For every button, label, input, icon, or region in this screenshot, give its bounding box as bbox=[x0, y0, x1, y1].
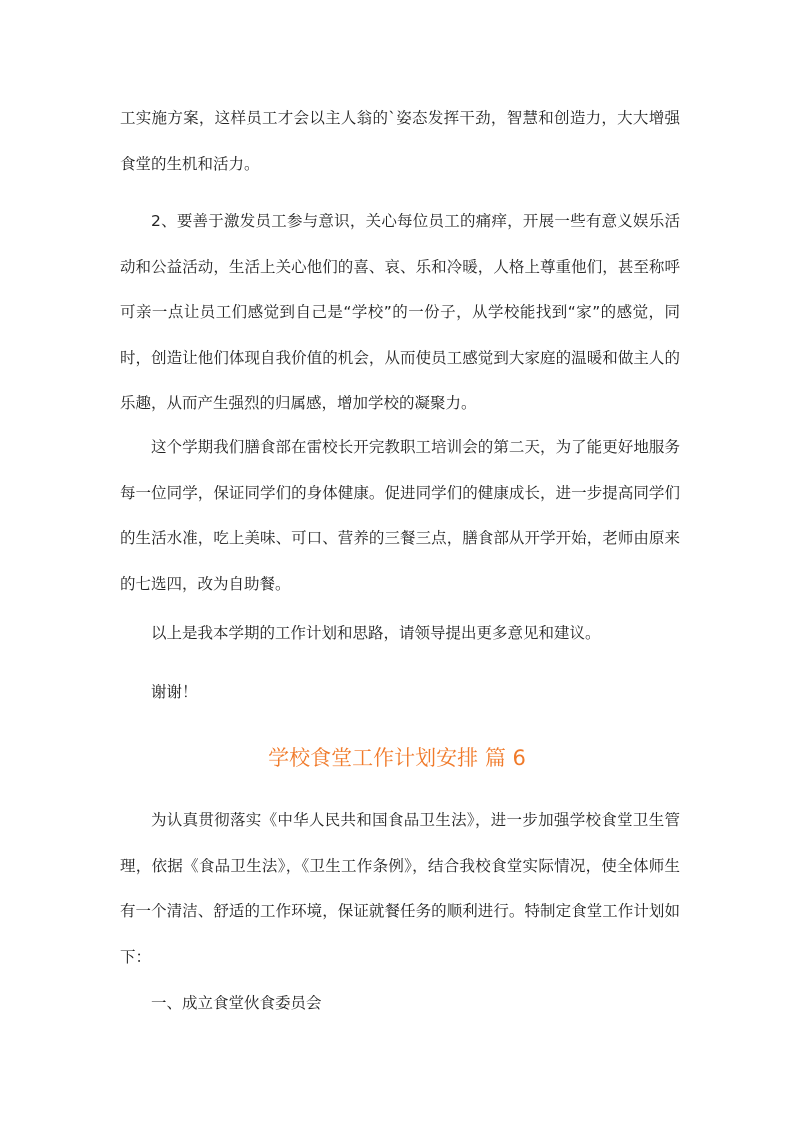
paragraph-semester-buffet: 这个学期我们膳食部在雷校长开完教职工培训会的第二天，为了能更好地服务每一位同学，保证同学们的身体健康。促进同学们的健康成长，进一步提高同学们的生活水准，吃上美味、可口、营养的三餐三点，膳食部从开学开始，老师由原来的七选四，改为自助餐。 bbox=[120, 438, 680, 593]
paragraph-section-item-1: 一、成立食堂伙食委员会 bbox=[151, 994, 322, 1012]
paragraph-closing-remarks: 以上是我本学期的工作计划和思路，请领导提出更多意见和建议。 bbox=[151, 624, 601, 642]
paragraph-continuation: 工实施方案，这样员工才会以主人翁的`姿态发挥干劲，智慧和创造力，大大增强食堂的生机和活力。 bbox=[120, 109, 680, 173]
paragraph-employee-participation: 2、要善于激发员工参与意识，关心每位员工的痛痒，开展一些有意义娱乐活动和公益活动，生活上关心他们的喜、哀、乐和冷暖，人格上尊重他们，甚至称呼可亲一点让员工们感觉到自己是“学校”的一份子，从学校能找到“家”的感觉，同时，创造让他们体现自我价值的机会，从而使员工感觉到大家庭的温暖和做主人的乐趣，从而产生强烈的归属感，增加学校的凝聚力。 bbox=[120, 212, 680, 412]
section-heading: 学校食堂工作计划安排 篇 6 bbox=[268, 746, 526, 770]
paragraph-thanks: 谢谢！ bbox=[151, 683, 198, 701]
paragraph-section-intro: 为认真贯彻落实《中华人民共和国食品卫生法》，进一步加强学校食堂卫生管理，依据《食品卫生法》，《卫生工作条例》，结合我校食堂实际情况，使全体师生有一个清洁、舒适的工作环境，保证就餐任务的顺利进行。特制定食堂工作计划如下： bbox=[120, 811, 680, 966]
